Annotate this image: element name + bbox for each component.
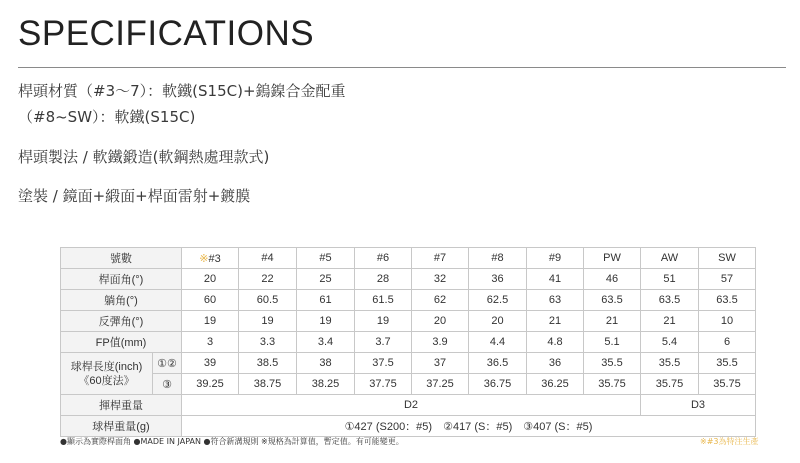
table-cell: 38.25: [297, 374, 355, 395]
header-cell: #8: [469, 248, 527, 269]
table-row-swing-weight: [61, 395, 756, 416]
table-cell: 35.5: [584, 353, 641, 374]
table-row: [61, 269, 756, 290]
table-cell: 3.3: [239, 332, 297, 353]
table-cell: 61: [297, 290, 355, 311]
table-cell: 60: [182, 290, 239, 311]
table-cell: 51: [641, 269, 699, 290]
table-cell: 35.5: [641, 353, 699, 374]
table-cell: 37.25: [412, 374, 469, 395]
table-cell: 38.5: [239, 353, 297, 374]
table-cell: 37.5: [355, 353, 412, 374]
table-cell: 36.5: [469, 353, 527, 374]
table-row: [61, 311, 756, 332]
table-cell: 19: [297, 311, 355, 332]
table-cell: 36.25: [527, 374, 584, 395]
table-cell: 3.4: [297, 332, 355, 353]
table-cell: 20: [469, 311, 527, 332]
header-cell: #7: [412, 248, 469, 269]
row-label: 桿面角(°): [61, 269, 182, 290]
table-cell: 35.75: [641, 374, 699, 395]
table-cell: 3: [182, 332, 239, 353]
swing-weight-d3: D3: [641, 395, 756, 416]
table-cell: 20: [182, 269, 239, 290]
spec-head-material: 桿頭材質（#3～7）：軟鐵(S15C)+鎢鎳合金配重: [18, 82, 346, 100]
spec-finish: 塗裝 / 鏡面+緞面+桿面雷射+鍍膜: [18, 187, 251, 205]
club-weight-value: ①427 (S200：#5) ②417 (S：#5) ③407 (S：#5): [182, 416, 756, 437]
spec-head-method: 桿頭製法 / 軟鐵鍛造(軟鋼熱處理款式): [18, 148, 270, 166]
table-row-length-1: [61, 353, 756, 374]
star-mark: ※: [199, 252, 209, 265]
table-cell: 36: [469, 269, 527, 290]
table-cell: 6: [699, 332, 756, 353]
table-cell: 61.5: [355, 290, 412, 311]
table-cell: 37.75: [355, 374, 412, 395]
table-row: [61, 332, 756, 353]
header-cell: #5: [297, 248, 355, 269]
table-cell: 10: [699, 311, 756, 332]
table-cell: 38.75: [239, 374, 297, 395]
table-cell: 35.5: [699, 353, 756, 374]
table-row-club-weight: [61, 416, 756, 437]
table-cell: 36.75: [469, 374, 527, 395]
table-cell: 21: [641, 311, 699, 332]
page-title: SPECIFICATIONS: [18, 14, 315, 53]
table-cell: 28: [355, 269, 412, 290]
table-cell: 4.8: [527, 332, 584, 353]
length-sub-label: ③: [153, 374, 182, 395]
table-cell: 62.5: [469, 290, 527, 311]
spec-head-material-2: （#8~SW）：軟鐵(S15C): [18, 108, 196, 126]
table-cell: 25: [297, 269, 355, 290]
table-cell: 35.75: [584, 374, 641, 395]
table-cell: 46: [584, 269, 641, 290]
row-label: 躺角(°): [61, 290, 182, 311]
header-cell: PW: [584, 248, 641, 269]
table-cell: 36: [527, 353, 584, 374]
table-cell: 4.4: [469, 332, 527, 353]
table-cell: 19: [355, 311, 412, 332]
table-cell: 21: [527, 311, 584, 332]
table-cell: 3.7: [355, 332, 412, 353]
length-sub-label: ①②: [153, 353, 182, 374]
table-cell: 39.25: [182, 374, 239, 395]
footnote-left: ●顯示為實際桿面角 ●MADE IN JAPAN ●符合新溝規則 ※規格為計算值，暫定值。有可能變更。: [60, 437, 404, 446]
table-cell: 35.75: [699, 374, 756, 395]
table-cell: 63.5: [641, 290, 699, 311]
table-cell: 39: [182, 353, 239, 374]
title-divider: [18, 67, 786, 68]
swing-weight-label: 揮桿重量: [61, 395, 182, 416]
table-cell: 5.1: [584, 332, 641, 353]
club-weight-label: 球桿重量(g): [61, 416, 182, 437]
spec-table: [60, 247, 756, 437]
table-cell: 3.9: [412, 332, 469, 353]
table-cell: 20: [412, 311, 469, 332]
table-row-length-2: [61, 374, 756, 395]
table-cell: 5.4: [641, 332, 699, 353]
row-label: 反彈角(°): [61, 311, 182, 332]
table-cell: 41: [527, 269, 584, 290]
table-header-row: [61, 248, 756, 269]
header-cell: #6: [355, 248, 412, 269]
swing-weight-d2: D2: [182, 395, 641, 416]
table-cell: 21: [584, 311, 641, 332]
table-cell: 37: [412, 353, 469, 374]
table-cell: 62: [412, 290, 469, 311]
table-cell: 38: [297, 353, 355, 374]
length-label: 球桿長度(inch) 《60度法》: [61, 353, 153, 395]
table-cell: 63: [527, 290, 584, 311]
footnote-right: ※#3為特注生產: [700, 437, 759, 446]
table-cell: 19: [239, 311, 297, 332]
header-cell: SW: [699, 248, 756, 269]
header-cell: AW: [641, 248, 699, 269]
header-cell: ※#3: [182, 248, 239, 269]
table-cell: 60.5: [239, 290, 297, 311]
table-cell: 19: [182, 311, 239, 332]
row-label: FP值(mm): [61, 332, 182, 353]
table-cell: 63.5: [584, 290, 641, 311]
header-cell: #4: [239, 248, 297, 269]
table-cell: 57: [699, 269, 756, 290]
table-cell: 22: [239, 269, 297, 290]
header-label: 號數: [61, 248, 182, 269]
header-cell: #9: [527, 248, 584, 269]
table-row: [61, 290, 756, 311]
table-cell: 32: [412, 269, 469, 290]
table-cell: 63.5: [699, 290, 756, 311]
